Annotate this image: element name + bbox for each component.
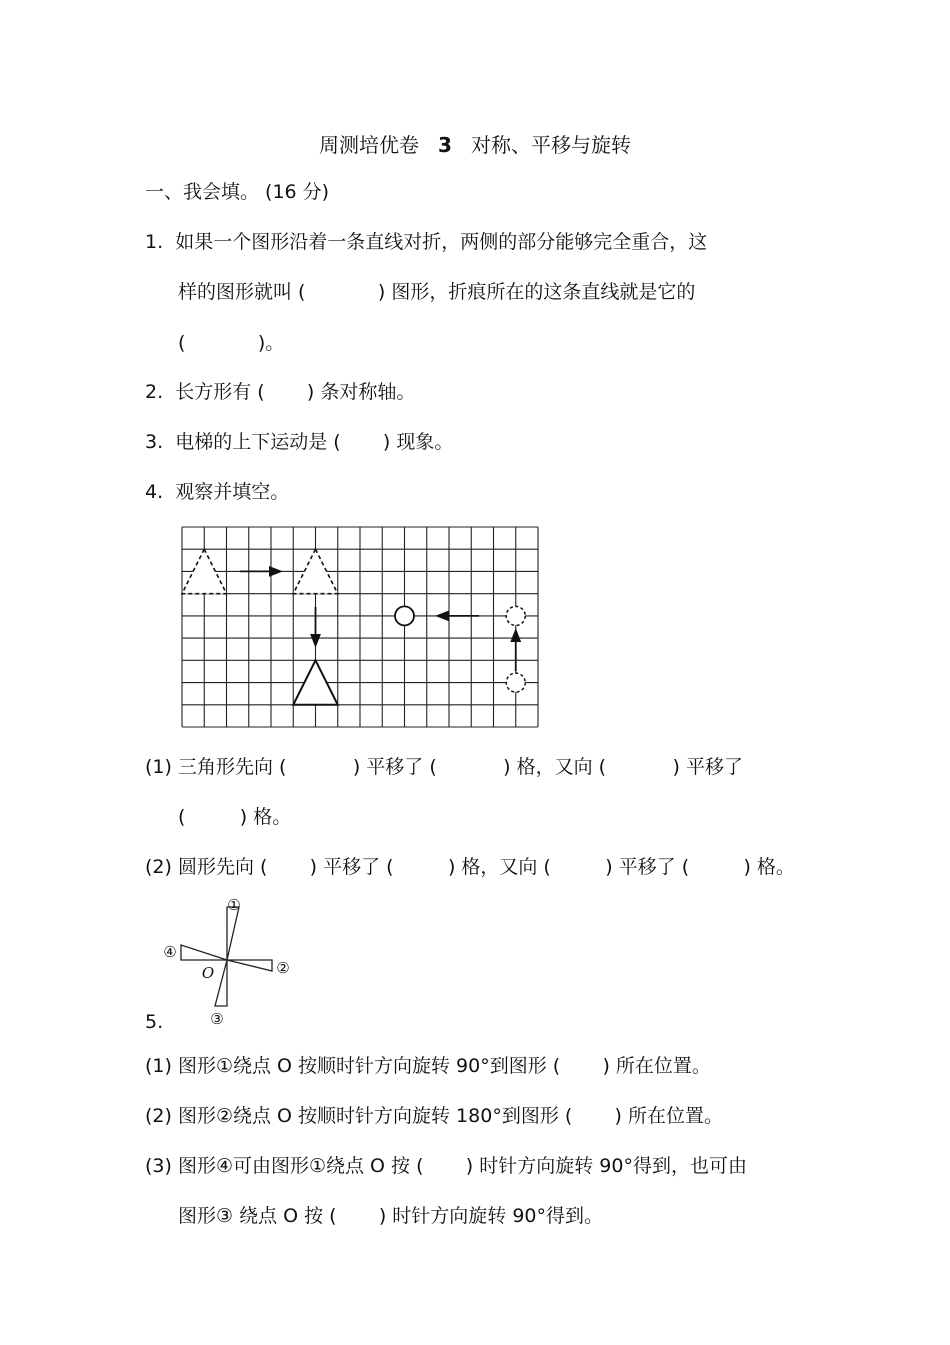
dashed-circle-start — [506, 673, 525, 692]
q1-line2: 样的图形就叫 ( ) 图形，折痕所在的这条直线就是它的 — [178, 281, 696, 303]
q1-line1: 1. 如果一个图形沿着一条直线对折，两侧的部分能够完全重合，这 — [145, 231, 708, 253]
q2: 2. 长方形有 ( ) 条对称轴。 — [145, 381, 416, 403]
arrow-up — [510, 628, 521, 671]
q4-sub1-line1: (1) 三角形先向 ( ) 平移了 ( ) 格，又向 ( ) 平移了 — [145, 756, 743, 778]
shape-3 — [215, 960, 227, 1006]
dashed-circle-middle — [506, 606, 525, 625]
title-prefix: 周测培优卷 — [318, 133, 419, 157]
q4-stem: 4. 观察并填空。 — [145, 481, 290, 503]
section-heading: 一、我会填。 (16 分) — [145, 181, 330, 203]
label-1: ① — [227, 896, 241, 914]
shape-4 — [181, 945, 227, 960]
label-4: ④ — [163, 943, 177, 961]
q5-sub1: (1) 图形①绕点 O 按顺时针方向旋转 90°到图形 ( ) 所在位置。 — [145, 1055, 711, 1077]
shape-1 — [227, 907, 239, 960]
title-number: 3 — [438, 133, 452, 157]
q3: 3. 电梯的上下运动是 ( ) 现象。 — [145, 431, 454, 453]
translation-grid-figure — [180, 525, 542, 731]
shape-2 — [227, 960, 272, 971]
rotation-figure — [155, 890, 300, 1030]
center-label-o: O — [201, 964, 215, 982]
q4-sub1-line2: ( ) 格。 — [178, 806, 292, 828]
q1-line3: ( )。 — [178, 332, 285, 354]
label-3: ③ — [210, 1010, 224, 1028]
arrow-right — [240, 566, 283, 577]
q5-number: 5. — [145, 1011, 164, 1033]
title-subject: 对称、平移与旋转 — [471, 133, 632, 157]
label-2: ② — [276, 959, 290, 977]
arrow-left — [435, 611, 479, 622]
q5-sub3-line1: (3) 图形④可由图形①绕点 O 按 ( ) 时针方向旋转 90°得到，也可由 — [145, 1155, 747, 1177]
q5-sub3-line2: 图形③ 绕点 O 按 ( ) 时针方向旋转 90°得到。 — [178, 1205, 604, 1227]
q4-sub2: (2) 圆形先向 ( ) 平移了 ( ) 格，又向 ( ) 平移了 ( ) 格。 — [145, 856, 795, 878]
q5-sub2: (2) 图形②绕点 O 按顺时针方向旋转 180°到图形 ( ) 所在位置。 — [145, 1105, 724, 1127]
solid-circle-end — [395, 606, 414, 625]
grid-lines — [182, 527, 538, 727]
page-title — [0, 129, 950, 158]
arrow-down — [310, 607, 321, 648]
